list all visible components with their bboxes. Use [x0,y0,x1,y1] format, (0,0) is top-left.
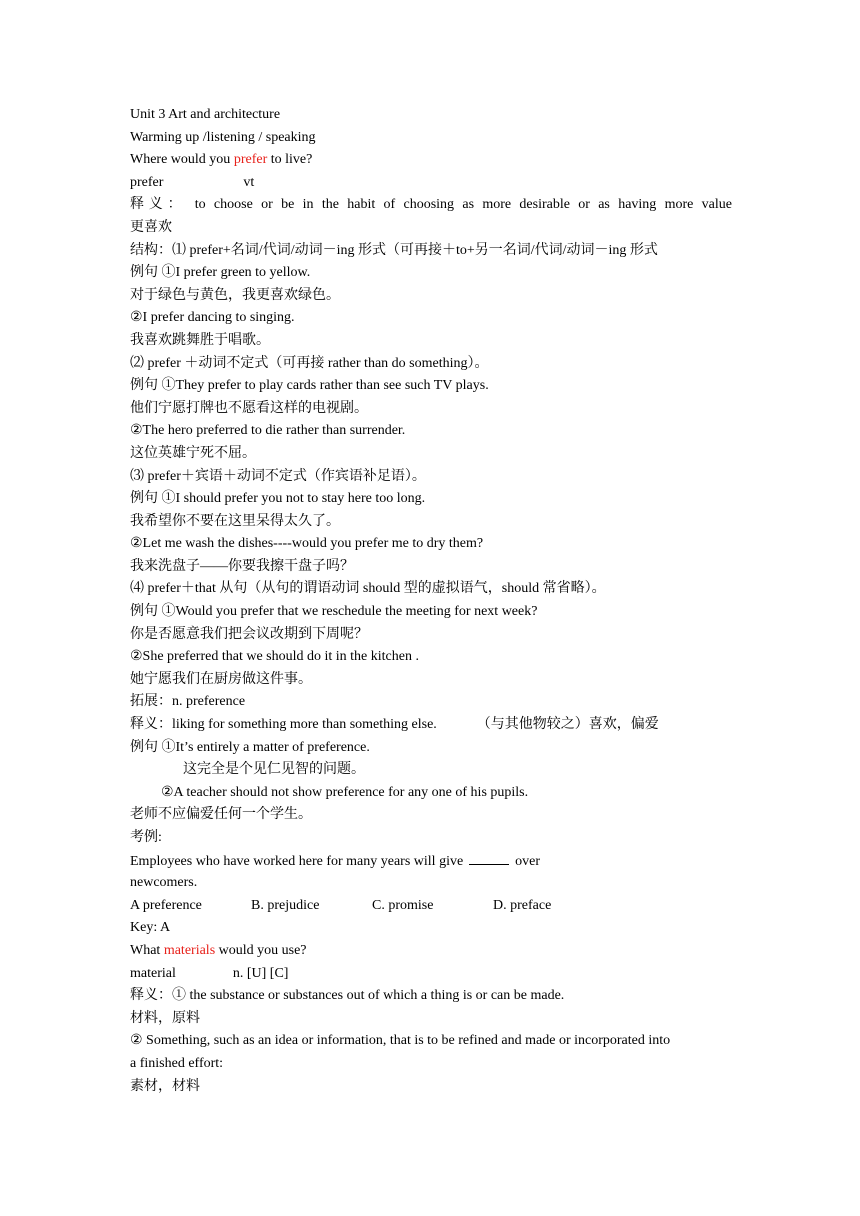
part-of-speech: vt [243,174,255,190]
example-sentence: 例句 ①They prefer to play cards rather than see such TV plays. [130,378,489,394]
answer-key: Key: A [130,920,171,936]
example-sentence: 例句 ①It’s entirely a matter of preference. [130,739,370,755]
example-translation: 我喜欢跳舞胜于唱歌。 [130,332,270,348]
material-definition-1-cn: 材料，原料 [130,1010,200,1026]
example-sentence: 例句 ①I prefer green to yellow. [130,265,311,281]
definition-cn: 更喜欢 [130,219,172,235]
exam-options [130,895,732,918]
highlight-word: prefer [233,152,268,168]
example-sentence: ②The hero preferred to die rather than surrender. [130,423,406,439]
structure-1: 结构：⑴ prefer+名词/代词/动词－ing 形式（可再接＋to+另一名词/代词/动词－ing 形式 [130,242,658,258]
example-sentence: 例句 ①Would you prefer that we reschedule the meeting for next week? [130,604,538,620]
exam-question: Employees who have worked here for many years will give over [130,850,732,873]
question-materials: What materials would you use? [130,942,307,958]
example-translation: 对于绿色与黄色，我更喜欢绿色。 [130,287,340,303]
option-a: A preference [130,897,202,913]
extension-heading: 拓展：n. preference [130,694,246,710]
material-definition-2: ② Something, such as an idea or information, that is to be refined and made or incorporated into [130,1033,671,1049]
headword-material: material n. [U] [C] [130,965,289,981]
example-translation: 你是否愿意我们把会议改期到下周呢？ [130,626,368,642]
example-translation: 这位英雄宁死不屈。 [130,445,256,461]
exam-question-line2: newcomers. [130,875,198,891]
material-definition-1: 释义：① the substance or substances out of which a thing is or can be made. [130,988,565,1004]
option-b: B. prejudice [251,897,320,913]
option-c: C. promise [372,897,434,913]
exam-label: 考例: [130,830,162,845]
example-sentence: ②Let me wash the dishes----would you prefer me to dry them? [130,536,484,552]
unit-title: Unit 3 Art and architecture [130,107,281,122]
answer-blank [469,850,509,865]
structure-4: ⑷ prefer＋that 从句（从句的谓语动词 should 型的虚拟语气，should 常省略）。 [130,581,606,597]
material-definition-2-cn: 素材，材料 [130,1078,200,1094]
example-translation: 她宁愿我们在厨房做这件事。 [130,671,312,687]
material-definition-2-cont: a finished effort: [130,1055,224,1071]
structure-3: ⑶ prefer＋宾语＋动词不定式（作宾语补足语）。 [130,468,426,484]
example-translation: 这完全是个见仁见智的问题。 [183,762,365,778]
section-title: Warming up /listening / speaking [130,129,316,145]
example-sentence: ②A teacher should not show preference for any one of his pupils. [161,784,529,800]
example-sentence: 例句 ①I should prefer you not to stay here too long. [130,491,426,507]
highlight-word: materials [163,942,216,958]
structure-2: ⑵ prefer ＋动词不定式（可再接 rather than do something）。 [130,355,489,371]
definition-en: 释义： to choose or be in the habit of choosing as more desirable or as having more value [130,197,732,213]
extension-definition: 释义：liking for something more than something else. （与其他物较之）喜欢，偏爱 [130,717,659,733]
part-of-speech: n. [U] [C] [232,965,289,981]
example-sentence: ②I prefer dancing to singing. [130,310,295,326]
example-translation: 老师不应偏爱任何一个学生。 [130,807,312,823]
option-d: D. preface [493,897,552,913]
example-translation: 他们宁愿打牌也不愿看这样的电视剧。 [130,400,368,416]
example-sentence: ②She preferred that we should do it in the kitchen . [130,649,419,665]
example-translation: 我来洗盘子——你要我擦干盘子吗？ [130,558,354,574]
headword-prefer: prefer vt [130,174,255,190]
example-translation: 我希望你不要在这里呆得太久了。 [130,513,340,529]
question-prefer: Where would you prefer to live? [130,152,313,168]
document-page [130,104,732,1098]
